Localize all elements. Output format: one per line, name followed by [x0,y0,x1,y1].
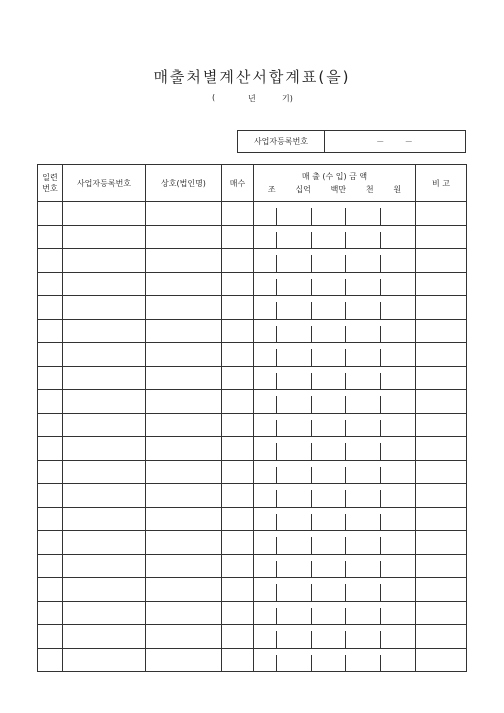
serial-cell[interactable] [38,225,63,249]
amount-unit: 천 [365,185,374,194]
digit-divider [311,443,312,460]
company-cell[interactable] [146,366,222,390]
serial-cell[interactable] [38,578,63,602]
header-biz-no: 사업자등록번호 [63,165,146,202]
digit-divider [345,232,346,249]
digit-divider [311,631,312,648]
digit-divider [311,514,312,531]
digit-divider [380,373,381,390]
amount-cell[interactable] [254,366,416,390]
count-cell[interactable] [222,202,254,226]
count-cell[interactable] [222,319,254,343]
digit-divider [380,302,381,319]
digit-divider [311,561,312,578]
company-cell[interactable] [146,343,222,367]
registration-label: 사업자등록번호 [238,131,325,152]
digit-divider [345,349,346,366]
note-cell[interactable] [416,272,467,296]
note-cell[interactable] [416,343,467,367]
table-row [38,648,467,672]
amount-cell[interactable] [254,249,416,273]
digit-divider [276,232,277,249]
note-cell[interactable] [416,648,467,672]
count-cell[interactable] [222,225,254,249]
digit-divider [380,584,381,601]
digit-divider [311,373,312,390]
digit-divider [276,467,277,484]
amount-cell[interactable] [254,578,416,602]
amount-unit: 십억 [295,185,311,194]
digit-divider [311,208,312,225]
amount-cell[interactable] [254,296,416,320]
note-cell[interactable] [416,225,467,249]
table-row [38,625,467,649]
biz-no-cell[interactable] [63,531,146,555]
digit-divider [311,232,312,249]
digit-divider [345,326,346,343]
count-cell[interactable] [222,366,254,390]
digit-divider [345,514,346,531]
serial-cell[interactable] [38,366,63,390]
table-row [38,460,467,484]
amount-unit: 조 [267,185,276,194]
note-cell[interactable] [416,390,467,414]
header-amount [254,165,416,202]
digit-divider [276,537,277,554]
count-cell[interactable] [222,648,254,672]
digit-divider [345,373,346,390]
serial-cell[interactable] [38,296,63,320]
company-cell[interactable] [146,601,222,625]
count-cell[interactable] [222,484,254,508]
digit-divider [380,208,381,225]
header-amount-label: 매 출 (수 입) 금 액 [301,172,368,181]
note-cell[interactable] [416,531,467,555]
amount-cell[interactable] [254,460,416,484]
digit-divider [276,584,277,601]
table-row [38,343,467,367]
serial-cell[interactable] [38,531,63,555]
table-row [38,366,467,390]
company-cell[interactable] [146,578,222,602]
company-cell[interactable] [146,272,222,296]
digit-divider [380,279,381,296]
digit-divider [311,490,312,507]
period-line [200,93,310,107]
digit-divider [311,420,312,437]
serial-cell[interactable] [38,202,63,226]
biz-no-cell[interactable] [63,272,146,296]
biz-no-cell[interactable] [63,625,146,649]
digit-divider [311,608,312,625]
table-row [38,578,467,602]
note-cell[interactable] [416,460,467,484]
digit-divider [276,255,277,272]
digit-divider [345,302,346,319]
table-header-row [38,165,467,202]
digit-divider [311,279,312,296]
note-cell[interactable] [416,437,467,461]
amount-cell[interactable] [254,648,416,672]
digit-divider [311,302,312,319]
digit-divider [380,420,381,437]
serial-cell[interactable] [38,437,63,461]
digit-divider [276,631,277,648]
serial-cell[interactable] [38,460,63,484]
digit-divider [380,349,381,366]
count-cell[interactable] [222,460,254,484]
biz-no-cell[interactable] [63,601,146,625]
digit-divider [311,349,312,366]
amount-cell[interactable] [254,319,416,343]
count-cell[interactable] [222,554,254,578]
biz-no-cell[interactable] [63,554,146,578]
digit-divider [345,490,346,507]
company-cell[interactable] [146,625,222,649]
biz-no-cell[interactable] [63,390,146,414]
digit-divider [345,396,346,413]
digit-divider [311,326,312,343]
amount-cell[interactable] [254,554,416,578]
company-cell[interactable] [146,249,222,273]
serial-cell[interactable] [38,390,63,414]
biz-no-cell[interactable] [63,225,146,249]
biz-no-cell[interactable] [63,507,146,531]
digit-divider [276,396,277,413]
note-cell[interactable] [416,296,467,320]
serial-cell[interactable] [38,648,63,672]
count-cell[interactable] [222,531,254,555]
note-cell[interactable] [416,202,467,226]
count-cell[interactable] [222,249,254,273]
digit-divider [276,373,277,390]
note-cell[interactable] [416,578,467,602]
digit-divider [276,655,277,672]
table-row [38,554,467,578]
header-serial: 일련 번호 [38,165,63,202]
digit-divider [311,255,312,272]
table-row [38,296,467,320]
serial-cell[interactable] [38,413,63,437]
count-cell[interactable] [222,343,254,367]
digit-divider [380,490,381,507]
digit-divider [380,326,381,343]
amount-cell[interactable] [254,601,416,625]
table-row [38,531,467,555]
amount-cell[interactable] [254,625,416,649]
table-row [38,202,467,226]
count-cell[interactable] [222,601,254,625]
digit-divider [345,255,346,272]
biz-no-cell[interactable] [63,343,146,367]
company-cell[interactable] [146,390,222,414]
amount-unit: 백만 [330,185,347,194]
digit-divider [380,443,381,460]
registration-box [237,130,466,153]
table-row [38,225,467,249]
count-cell[interactable] [222,413,254,437]
table-row [38,484,467,508]
company-cell[interactable] [146,648,222,672]
digit-divider [276,279,277,296]
digit-divider [380,255,381,272]
digit-divider [380,537,381,554]
company-cell[interactable] [146,413,222,437]
serial-cell[interactable] [38,319,63,343]
biz-no-cell[interactable] [63,437,146,461]
note-cell[interactable] [416,319,467,343]
digit-divider [276,420,277,437]
digit-divider [276,326,277,343]
digit-divider [276,302,277,319]
serial-cell[interactable] [38,249,63,273]
digit-divider [345,561,346,578]
serial-cell[interactable] [38,343,63,367]
biz-no-cell[interactable] [63,366,146,390]
serial-cell[interactable] [38,554,63,578]
digit-divider [276,208,277,225]
digit-divider [311,396,312,413]
registration-value[interactable]: － － [376,137,413,146]
digit-divider [380,561,381,578]
digit-divider [311,537,312,554]
note-cell[interactable] [416,554,467,578]
company-cell[interactable] [146,296,222,320]
biz-no-cell[interactable] [63,460,146,484]
count-cell[interactable] [222,625,254,649]
digit-divider [380,608,381,625]
digit-divider [345,279,346,296]
amount-cell[interactable] [254,484,416,508]
note-cell[interactable] [416,484,467,508]
digit-divider [311,584,312,601]
digit-divider [345,608,346,625]
table-row [38,413,467,437]
digit-divider [345,467,346,484]
serial-cell[interactable] [38,484,63,508]
table-row [38,507,467,531]
digit-divider [276,443,277,460]
digit-divider [345,584,346,601]
header-company: 상호(법인명) [146,165,222,202]
amount-cell[interactable] [254,343,416,367]
company-cell[interactable] [146,319,222,343]
note-cell[interactable] [416,601,467,625]
digit-divider [345,443,346,460]
digit-divider [345,537,346,554]
note-cell[interactable] [416,249,467,273]
company-cell[interactable] [146,437,222,461]
digit-divider [380,232,381,249]
company-cell[interactable] [146,507,222,531]
table-row [38,601,467,625]
table-row [38,272,467,296]
company-cell[interactable] [146,484,222,508]
header-note: 비 고 [416,165,467,202]
digit-divider [276,490,277,507]
period-open: ( [212,93,216,102]
amount-cell[interactable] [254,390,416,414]
note-cell[interactable] [416,625,467,649]
sales-summary-table [37,164,467,672]
note-cell[interactable] [416,366,467,390]
digit-divider [276,561,277,578]
amount-cell[interactable] [254,531,416,555]
serial-cell[interactable] [38,625,63,649]
count-cell[interactable] [222,578,254,602]
period-term-unit: 기) [282,94,293,103]
note-cell[interactable] [416,507,467,531]
amount-cell[interactable] [254,202,416,226]
digit-divider [345,208,346,225]
biz-no-cell[interactable] [63,578,146,602]
amount-cell[interactable] [254,437,416,461]
company-cell[interactable] [146,202,222,226]
table-row [38,390,467,414]
period-year-unit: 년 [248,94,256,103]
count-cell[interactable] [222,272,254,296]
header-count: 매수 [222,165,254,202]
amount-unit: 원 [393,185,402,194]
company-cell[interactable] [146,554,222,578]
count-cell[interactable] [222,437,254,461]
table-row [38,249,467,273]
digit-divider [276,349,277,366]
amount-cell[interactable] [254,272,416,296]
count-cell[interactable] [222,507,254,531]
table-row [38,437,467,461]
digit-divider [345,655,346,672]
amount-cell[interactable] [254,507,416,531]
digit-divider [276,514,277,531]
digit-divider [345,631,346,648]
biz-no-cell[interactable] [63,484,146,508]
serial-cell[interactable] [38,601,63,625]
amount-cell[interactable] [254,413,416,437]
digit-divider [311,655,312,672]
biz-no-cell[interactable] [63,413,146,437]
biz-no-cell[interactable] [63,202,146,226]
digit-divider [380,655,381,672]
amount-units [254,183,415,196]
page-title: 매출처별계산서합계표(을) [153,68,351,86]
digit-divider [311,467,312,484]
company-cell[interactable] [146,225,222,249]
digit-divider [345,420,346,437]
digit-divider [276,608,277,625]
note-cell[interactable] [416,413,467,437]
biz-no-cell[interactable] [63,319,146,343]
biz-no-cell[interactable] [63,296,146,320]
biz-no-cell[interactable] [63,648,146,672]
digit-divider [380,467,381,484]
count-cell[interactable] [222,296,254,320]
amount-cell[interactable] [254,225,416,249]
digit-divider [380,631,381,648]
count-cell[interactable] [222,390,254,414]
table-row [38,319,467,343]
company-cell[interactable] [146,460,222,484]
serial-cell[interactable] [38,507,63,531]
digit-divider [380,514,381,531]
digit-divider [380,396,381,413]
serial-cell[interactable] [38,272,63,296]
biz-no-cell[interactable] [63,249,146,273]
company-cell[interactable] [146,531,222,555]
